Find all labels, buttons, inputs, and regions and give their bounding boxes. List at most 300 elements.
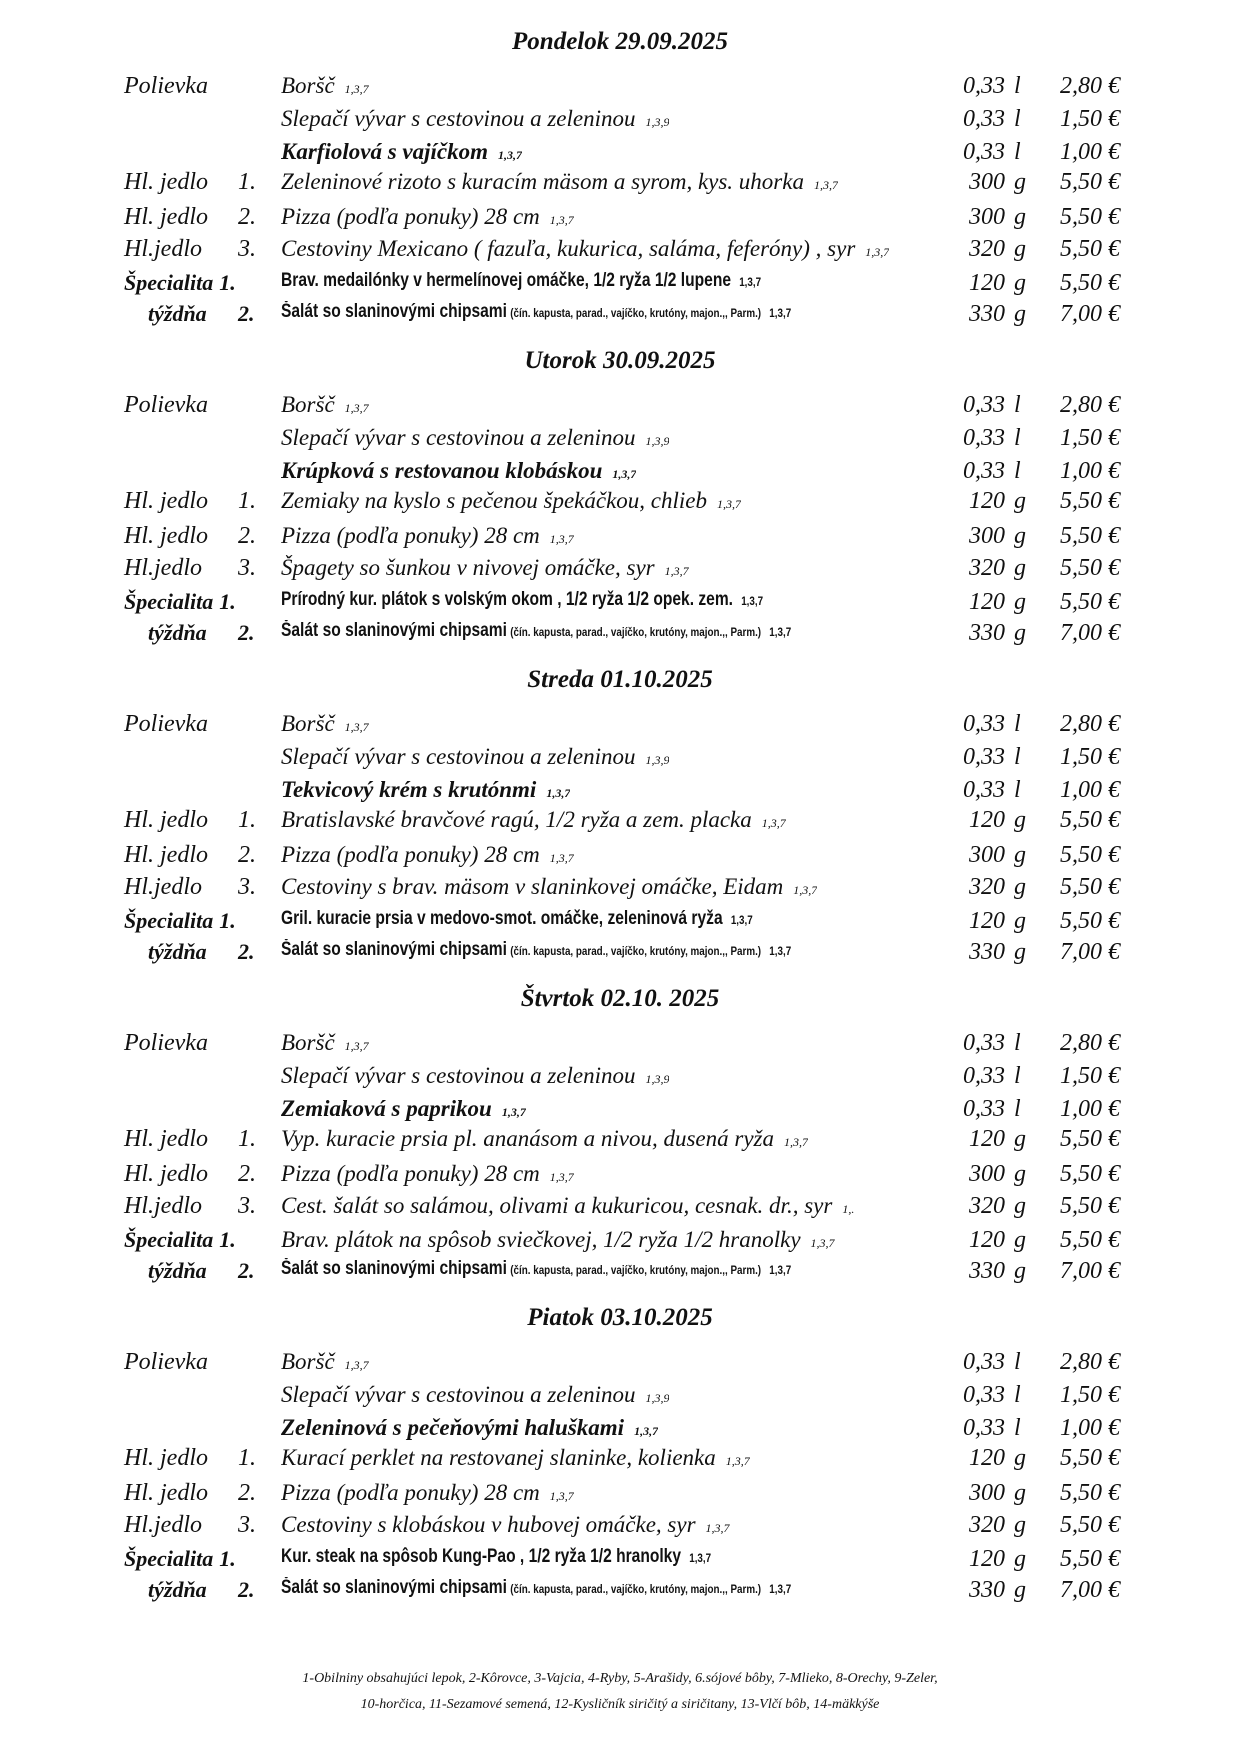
item-number: 3. bbox=[238, 874, 256, 900]
menu-item-row bbox=[0, 1445, 1240, 1477]
dish-name bbox=[281, 1480, 574, 1506]
allergen-codes: 1,3,7 bbox=[783, 1135, 808, 1149]
item-quantity: 0,33 bbox=[963, 1030, 1005, 1056]
allergen-codes: 1,3,7 bbox=[634, 1424, 659, 1438]
item-price: 2,80 € bbox=[1060, 1349, 1120, 1375]
menu-item-row bbox=[0, 301, 1240, 333]
allergen-codes: 1,3,7 bbox=[549, 213, 574, 227]
item-quantity: 320 bbox=[969, 1512, 1005, 1538]
allergen-codes: 1,3,7 bbox=[501, 1105, 526, 1119]
item-unit: g bbox=[1014, 1126, 1026, 1152]
menu-item-row bbox=[0, 1512, 1240, 1544]
item-unit: g bbox=[1014, 1512, 1026, 1538]
dish-note: (čín. kapusta, parad., vajíčko, krutóny, majon.,, Parm.) bbox=[510, 1582, 762, 1596]
menu-item-row bbox=[0, 1546, 1240, 1578]
dish-name bbox=[281, 236, 889, 262]
dish-text: Pizza (podľa ponuky) 28 cm bbox=[281, 1161, 540, 1186]
allergen-codes: 1,3,7 bbox=[730, 913, 753, 927]
dish-text: Špagety so šunkou v nivovej omáčke, syr bbox=[281, 555, 655, 580]
item-unit: g bbox=[1014, 807, 1026, 833]
menu-item-row bbox=[0, 711, 1240, 743]
dish-name bbox=[281, 1349, 369, 1375]
item-quantity: 330 bbox=[969, 1258, 1005, 1284]
item-unit: g bbox=[1014, 1227, 1026, 1253]
dish-name bbox=[281, 301, 791, 323]
item-number: 3. bbox=[238, 236, 256, 262]
item-price: 1,00 € bbox=[1060, 458, 1120, 484]
menu-item-row bbox=[0, 523, 1240, 555]
item-price: 5,50 € bbox=[1060, 874, 1120, 900]
dish-name bbox=[281, 1577, 791, 1599]
allergen-legend-line1: 1-Obilniny obsahujúci lepok, 2-Kôrovce, 3-Vajcia, 4-Ryby, 5-Arašidy, 6.sójové bôby, 7-Mlieko, 8-Orechy, 9-Zeler, bbox=[302, 1671, 938, 1686]
item-price: 7,00 € bbox=[1060, 939, 1120, 965]
item-category: Špecialita bbox=[124, 589, 214, 614]
item-category: týždňa bbox=[148, 301, 207, 326]
item-quantity: 320 bbox=[969, 236, 1005, 262]
item-quantity: 0,33 bbox=[963, 711, 1005, 737]
item-price: 7,00 € bbox=[1060, 301, 1120, 327]
dish-name bbox=[281, 204, 574, 230]
item-price: 5,50 € bbox=[1060, 204, 1120, 230]
allergen-codes: 1,3,7 bbox=[739, 275, 762, 289]
allergen-codes: 1,3,7 bbox=[612, 467, 637, 481]
item-category: týždňa bbox=[148, 939, 207, 964]
item-price: 5,50 € bbox=[1060, 169, 1120, 195]
menu-item-row bbox=[0, 1193, 1240, 1225]
item-category: Hl.jedlo bbox=[124, 1512, 202, 1538]
item-unit: l bbox=[1014, 458, 1021, 484]
item-unit: l bbox=[1014, 1382, 1021, 1408]
dish-name bbox=[281, 711, 369, 737]
dish-name bbox=[281, 1063, 669, 1089]
item-quantity: 330 bbox=[969, 1577, 1005, 1603]
item-quantity: 0,33 bbox=[963, 1063, 1005, 1089]
item-price: 1,00 € bbox=[1060, 1415, 1120, 1441]
item-price: 5,50 € bbox=[1060, 555, 1120, 581]
menu-item-row bbox=[0, 1349, 1240, 1381]
item-quantity: 300 bbox=[969, 204, 1005, 230]
item-category: Špecialita bbox=[124, 270, 214, 295]
item-price: 1,50 € bbox=[1060, 425, 1120, 451]
allergen-codes: 1,3,9 bbox=[645, 115, 670, 129]
day-title: Piatok 03.10.2025 bbox=[527, 1304, 713, 1331]
item-quantity: 0,33 bbox=[963, 73, 1005, 99]
item-category: Polievka bbox=[124, 392, 208, 418]
menu-item-row bbox=[0, 236, 1240, 268]
item-number: 1. bbox=[238, 488, 256, 514]
item-category: Hl. jedlo bbox=[124, 1480, 208, 1506]
item-category: Hl. jedlo bbox=[124, 1445, 208, 1471]
item-unit: g bbox=[1014, 236, 1026, 262]
item-unit: g bbox=[1014, 301, 1026, 327]
menu-item-row bbox=[0, 1577, 1240, 1609]
dish-text: Zeleninové rizoto s kuracím mäsom a syrom, kys. uhorka bbox=[281, 169, 804, 194]
item-price: 5,50 € bbox=[1060, 1546, 1120, 1572]
item-price: 1,50 € bbox=[1060, 106, 1120, 132]
item-price: 5,50 € bbox=[1060, 523, 1120, 549]
item-category: Polievka bbox=[124, 711, 208, 737]
item-quantity: 0,33 bbox=[963, 1415, 1005, 1441]
menu-item-row bbox=[0, 908, 1240, 940]
dish-text: Brav. plátok na spôsob sviečkovej, 1/2 ryža 1/2 hranolky bbox=[281, 1227, 801, 1252]
allergen-codes: 1,3,7 bbox=[741, 594, 764, 608]
item-number: 1. bbox=[238, 1126, 256, 1152]
dish-text: Tekvicový krém s krutónmi bbox=[281, 777, 537, 802]
item-unit: l bbox=[1014, 1030, 1021, 1056]
item-number: 1. bbox=[219, 1546, 236, 1571]
item-unit: l bbox=[1014, 73, 1021, 99]
item-quantity: 0,33 bbox=[963, 777, 1005, 803]
item-unit: g bbox=[1014, 1445, 1026, 1471]
dish-name bbox=[281, 458, 636, 484]
allergen-codes: 1,3,9 bbox=[645, 753, 670, 767]
menu-item-row bbox=[0, 106, 1240, 138]
dish-text: Cestoviny Mexicano ( fazuľa, kukurica, saláma, feferóny) , syr bbox=[281, 236, 856, 261]
item-price: 1,00 € bbox=[1060, 777, 1120, 803]
allergen-codes: 1,3,7 bbox=[793, 883, 818, 897]
item-category: Hl. jedlo bbox=[124, 488, 208, 514]
menu-item-row bbox=[0, 204, 1240, 236]
item-price: 7,00 € bbox=[1060, 1577, 1120, 1603]
dish-text: Cestoviny s brav. mäsom v slaninkovej omáčke, Eidam bbox=[281, 874, 784, 899]
day-title: Streda 01.10.2025 bbox=[527, 666, 713, 693]
allergen-codes: 1,3,7 bbox=[813, 178, 838, 192]
dish-name bbox=[281, 744, 669, 770]
dish-name bbox=[281, 425, 669, 451]
allergen-codes: 1,3,7 bbox=[769, 625, 792, 639]
item-number: 3. bbox=[238, 1193, 256, 1219]
dish-name bbox=[281, 106, 669, 132]
allergen-codes: 1,3,7 bbox=[344, 1039, 369, 1053]
menu-item-row bbox=[0, 777, 1240, 809]
item-price: 1,00 € bbox=[1060, 139, 1120, 165]
dish-text: Zemiaky na kyslo s pečenou špekáčkou, chlieb bbox=[281, 488, 707, 513]
dish-text: Zemiaková s paprikou bbox=[281, 1096, 492, 1121]
item-quantity: 0,33 bbox=[963, 744, 1005, 770]
dish-name bbox=[281, 1382, 669, 1408]
item-quantity: 0,33 bbox=[963, 106, 1005, 132]
menu-item-row bbox=[0, 589, 1240, 621]
item-price: 1,50 € bbox=[1060, 744, 1120, 770]
allergen-codes: 1,3,7 bbox=[810, 1236, 835, 1250]
menu-item-row bbox=[0, 1096, 1240, 1128]
menu-item-row bbox=[0, 555, 1240, 587]
dish-note: (čín. kapusta, parad., vajíčko, krutóny, majon.,, Parm.) bbox=[510, 625, 762, 639]
item-number: 2. bbox=[238, 939, 255, 964]
dish-text: Pizza (podľa ponuky) 28 cm bbox=[281, 1480, 540, 1505]
item-quantity: 0,33 bbox=[963, 1096, 1005, 1122]
dish-text: Slepačí vývar s cestovinou a zeleninou bbox=[281, 1382, 636, 1407]
item-unit: g bbox=[1014, 204, 1026, 230]
item-price: 7,00 € bbox=[1060, 620, 1120, 646]
item-unit: g bbox=[1014, 555, 1026, 581]
item-price: 5,50 € bbox=[1060, 1512, 1120, 1538]
dish-name bbox=[281, 1546, 711, 1568]
item-number: 1. bbox=[238, 807, 256, 833]
item-unit: l bbox=[1014, 392, 1021, 418]
dish-text: Šalát so slaninovými chipsami bbox=[281, 1577, 507, 1598]
menu-item-row bbox=[0, 1126, 1240, 1158]
allergen-legend bbox=[0, 1666, 1240, 1718]
item-unit: g bbox=[1014, 908, 1026, 934]
item-unit: g bbox=[1014, 874, 1026, 900]
item-price: 5,50 € bbox=[1060, 1227, 1120, 1253]
item-category: Polievka bbox=[124, 1030, 208, 1056]
item-unit: g bbox=[1014, 589, 1026, 615]
item-price: 5,50 € bbox=[1060, 908, 1120, 934]
item-category: týždňa bbox=[148, 1577, 207, 1602]
item-unit: l bbox=[1014, 777, 1021, 803]
dish-name bbox=[281, 842, 574, 868]
allergen-codes: 1,3,7 bbox=[344, 82, 369, 96]
item-unit: g bbox=[1014, 1193, 1026, 1219]
menu-item-row bbox=[0, 842, 1240, 874]
item-number: 1. bbox=[238, 169, 256, 195]
item-unit: g bbox=[1014, 270, 1026, 296]
item-price: 5,50 € bbox=[1060, 1161, 1120, 1187]
item-number: 1. bbox=[219, 270, 236, 295]
menu-item-row bbox=[0, 1480, 1240, 1512]
allergen-codes: 1,3,7 bbox=[664, 564, 689, 578]
dish-name bbox=[281, 523, 574, 549]
menu-item-row bbox=[0, 458, 1240, 490]
item-unit: g bbox=[1014, 1546, 1026, 1572]
item-number: 2. bbox=[238, 1577, 255, 1602]
item-category: Hl. jedlo bbox=[124, 1161, 208, 1187]
menu-item-row bbox=[0, 392, 1240, 424]
item-price: 1,50 € bbox=[1060, 1063, 1120, 1089]
item-price: 5,50 € bbox=[1060, 1193, 1120, 1219]
dish-name bbox=[281, 392, 369, 418]
item-category: Špecialita bbox=[124, 1546, 214, 1571]
allergen-codes: 1,3,7 bbox=[549, 1170, 574, 1184]
allergen-codes: 1,3,7 bbox=[865, 245, 890, 259]
item-category: Hl.jedlo bbox=[124, 1193, 202, 1219]
dish-text: Prírodný kur. plátok s volským okom , 1/2 ryža 1/2 opek. zem. bbox=[281, 589, 734, 610]
dish-text: Boršč bbox=[281, 1030, 335, 1055]
dish-text: Šalát so slaninovými chipsami bbox=[281, 939, 507, 960]
menu-item-row bbox=[0, 1063, 1240, 1095]
dish-text: Kur. steak na spôsob Kung-Pao , 1/2 ryža 1/2 hranolky bbox=[281, 1546, 682, 1567]
item-unit: l bbox=[1014, 711, 1021, 737]
item-quantity: 330 bbox=[969, 939, 1005, 965]
item-unit: g bbox=[1014, 939, 1026, 965]
item-quantity: 120 bbox=[969, 589, 1005, 615]
item-unit: l bbox=[1014, 425, 1021, 451]
item-price: 2,80 € bbox=[1060, 1030, 1120, 1056]
dish-text: Šalát so slaninovými chipsami bbox=[281, 301, 507, 322]
item-unit: g bbox=[1014, 1577, 1026, 1603]
item-quantity: 120 bbox=[969, 1126, 1005, 1152]
item-quantity: 0,33 bbox=[963, 458, 1005, 484]
item-quantity: 120 bbox=[969, 908, 1005, 934]
item-number: 2. bbox=[238, 1161, 256, 1187]
dish-text: Pizza (podľa ponuky) 28 cm bbox=[281, 842, 540, 867]
menu-item-row bbox=[0, 874, 1240, 906]
item-unit: g bbox=[1014, 620, 1026, 646]
dish-name bbox=[281, 1445, 750, 1471]
dish-name bbox=[281, 908, 753, 930]
dish-name bbox=[281, 1161, 574, 1187]
item-unit: g bbox=[1014, 488, 1026, 514]
item-number: 2. bbox=[238, 620, 255, 645]
allergen-codes: 1,3,7 bbox=[716, 497, 741, 511]
item-unit: l bbox=[1014, 139, 1021, 165]
allergen-codes: 1,3,7 bbox=[549, 1489, 574, 1503]
item-category: Hl. jedlo bbox=[124, 523, 208, 549]
item-number: 2. bbox=[238, 1480, 256, 1506]
item-quantity: 120 bbox=[969, 807, 1005, 833]
allergen-codes: 1,3,7 bbox=[705, 1521, 730, 1535]
item-number: 1. bbox=[219, 908, 236, 933]
dish-note: (čín. kapusta, parad., vajíčko, krutóny, majon.,, Parm.) bbox=[510, 306, 762, 320]
allergen-codes: 1,3,7 bbox=[549, 532, 574, 546]
item-number: 3. bbox=[238, 1512, 256, 1538]
menu-item-row bbox=[0, 1382, 1240, 1414]
menu-item-row bbox=[0, 1161, 1240, 1193]
item-price: 2,80 € bbox=[1060, 392, 1120, 418]
dish-name bbox=[281, 939, 791, 961]
dish-name bbox=[281, 620, 791, 642]
item-quantity: 330 bbox=[969, 301, 1005, 327]
item-price: 5,50 € bbox=[1060, 589, 1120, 615]
item-unit: l bbox=[1014, 744, 1021, 770]
menu-item-row bbox=[0, 1415, 1240, 1447]
menu-item-row bbox=[0, 620, 1240, 652]
item-quantity: 300 bbox=[969, 842, 1005, 868]
menu-item-row bbox=[0, 169, 1240, 201]
item-number: 1. bbox=[219, 1227, 236, 1252]
item-quantity: 120 bbox=[969, 1445, 1005, 1471]
dish-name bbox=[281, 139, 522, 165]
allergen-codes: 1,3,7 bbox=[769, 1582, 792, 1596]
dish-text: Pizza (podľa ponuky) 28 cm bbox=[281, 204, 540, 229]
item-price: 5,50 € bbox=[1060, 807, 1120, 833]
dish-text: Slepačí vývar s cestovinou a zeleninou bbox=[281, 425, 636, 450]
item-number: 3. bbox=[238, 555, 256, 581]
dish-name bbox=[281, 270, 761, 292]
dish-text: Pizza (podľa ponuky) 28 cm bbox=[281, 523, 540, 548]
dish-name bbox=[281, 1096, 526, 1122]
allergen-codes: 1,3,7 bbox=[546, 786, 571, 800]
item-number: 1. bbox=[219, 589, 236, 614]
item-quantity: 0,33 bbox=[963, 425, 1005, 451]
item-price: 1,00 € bbox=[1060, 1096, 1120, 1122]
item-category: Hl.jedlo bbox=[124, 236, 202, 262]
item-category: Hl.jedlo bbox=[124, 874, 202, 900]
item-category: Hl. jedlo bbox=[124, 169, 208, 195]
dish-name bbox=[281, 1512, 730, 1538]
item-category: Špecialita bbox=[124, 1227, 214, 1252]
item-price: 5,50 € bbox=[1060, 842, 1120, 868]
item-quantity: 300 bbox=[969, 1161, 1005, 1187]
allergen-codes: 1,3,7 bbox=[769, 306, 792, 320]
item-price: 5,50 € bbox=[1060, 270, 1120, 296]
dish-name bbox=[281, 777, 570, 803]
day-title: Štvrtok 02.10. 2025 bbox=[520, 985, 720, 1012]
item-number: 1. bbox=[238, 1445, 256, 1471]
dish-text: Šalát so slaninovými chipsami bbox=[281, 1258, 507, 1279]
item-unit: g bbox=[1014, 1161, 1026, 1187]
dish-name bbox=[281, 1227, 835, 1253]
dish-text: Brav. medailónky v hermelínovej omáčke, 1/2 ryža 1/2 lupene bbox=[281, 270, 732, 291]
dish-text: Boršč bbox=[281, 711, 335, 736]
item-quantity: 320 bbox=[969, 1193, 1005, 1219]
item-unit: g bbox=[1014, 1480, 1026, 1506]
item-category: Hl.jedlo bbox=[124, 555, 202, 581]
item-quantity: 300 bbox=[969, 523, 1005, 549]
allergen-codes: 1,3,9 bbox=[645, 434, 670, 448]
item-quantity: 0,33 bbox=[963, 139, 1005, 165]
dish-text: Bratislavské bravčové ragú, 1/2 ryža a zem. placka bbox=[281, 807, 752, 832]
item-price: 5,50 € bbox=[1060, 1445, 1120, 1471]
item-quantity: 300 bbox=[969, 1480, 1005, 1506]
allergen-codes: 1,. bbox=[842, 1202, 855, 1216]
item-unit: l bbox=[1014, 1063, 1021, 1089]
menu-item-row bbox=[0, 139, 1240, 171]
dish-name bbox=[281, 1030, 369, 1056]
item-quantity: 330 bbox=[969, 620, 1005, 646]
allergen-codes: 1,3,7 bbox=[689, 1551, 712, 1565]
dish-text: Slepačí vývar s cestovinou a zeleninou bbox=[281, 1063, 636, 1088]
item-unit: g bbox=[1014, 169, 1026, 195]
allergen-codes: 1,3,9 bbox=[645, 1391, 670, 1405]
dish-text: Boršč bbox=[281, 73, 335, 98]
item-category: týždňa bbox=[148, 1258, 207, 1283]
item-price: 5,50 € bbox=[1060, 488, 1120, 514]
dish-text: Gril. kuracie prsia v medovo-smot. omáčke, zeleninová ryža bbox=[281, 908, 723, 929]
menu-item-row bbox=[0, 1258, 1240, 1290]
item-category: týždňa bbox=[148, 620, 207, 645]
dish-text: Slepačí vývar s cestovinou a zeleninou bbox=[281, 744, 636, 769]
item-quantity: 0,33 bbox=[963, 392, 1005, 418]
item-quantity: 0,33 bbox=[963, 1349, 1005, 1375]
dish-text: Kurací perklet na restovanej slaninke, kolienka bbox=[281, 1445, 716, 1470]
allergen-codes: 1,3,7 bbox=[761, 816, 786, 830]
item-quantity: 320 bbox=[969, 555, 1005, 581]
allergen-codes: 1,3,7 bbox=[344, 720, 369, 734]
dish-text: Cest. šalát so salámou, olivami a kukuricou, cesnak. dr., syr bbox=[281, 1193, 833, 1218]
menu-item-row bbox=[0, 73, 1240, 105]
item-price: 2,80 € bbox=[1060, 711, 1120, 737]
item-unit: l bbox=[1014, 106, 1021, 132]
item-quantity: 320 bbox=[969, 874, 1005, 900]
item-quantity: 120 bbox=[969, 1227, 1005, 1253]
item-unit: g bbox=[1014, 842, 1026, 868]
item-category: Hl. jedlo bbox=[124, 1126, 208, 1152]
item-price: 5,50 € bbox=[1060, 1126, 1120, 1152]
item-category: Hl. jedlo bbox=[124, 807, 208, 833]
dish-text: Krúpková s restovanou klobáskou bbox=[281, 458, 603, 483]
item-quantity: 300 bbox=[969, 169, 1005, 195]
dish-text: Zeleninová s pečeňovými haluškami bbox=[281, 1415, 625, 1440]
allergen-codes: 1,3,7 bbox=[344, 401, 369, 415]
allergen-legend-line2: 10-horčica, 11-Sezamové semená, 12-Kysličník siričitý a siričitany, 13-Vlčí bôb, 14-mäkkýše bbox=[360, 1697, 880, 1712]
menu-item-row bbox=[0, 939, 1240, 971]
item-number: 2. bbox=[238, 842, 256, 868]
allergen-codes: 1,3,7 bbox=[769, 1263, 792, 1277]
dish-note: (čín. kapusta, parad., vajíčko, krutóny, majon.,, Parm.) bbox=[510, 944, 762, 958]
menu-item-row bbox=[0, 744, 1240, 776]
item-number: 2. bbox=[238, 204, 256, 230]
dish-name bbox=[281, 1193, 854, 1219]
dish-note: (čín. kapusta, parad., vajíčko, krutóny, majon.,, Parm.) bbox=[510, 1263, 762, 1277]
item-category: Polievka bbox=[124, 1349, 208, 1375]
dish-name bbox=[281, 1258, 791, 1280]
dish-text: Boršč bbox=[281, 392, 335, 417]
item-price: 5,50 € bbox=[1060, 236, 1120, 262]
allergen-codes: 1,3,7 bbox=[725, 1454, 750, 1468]
